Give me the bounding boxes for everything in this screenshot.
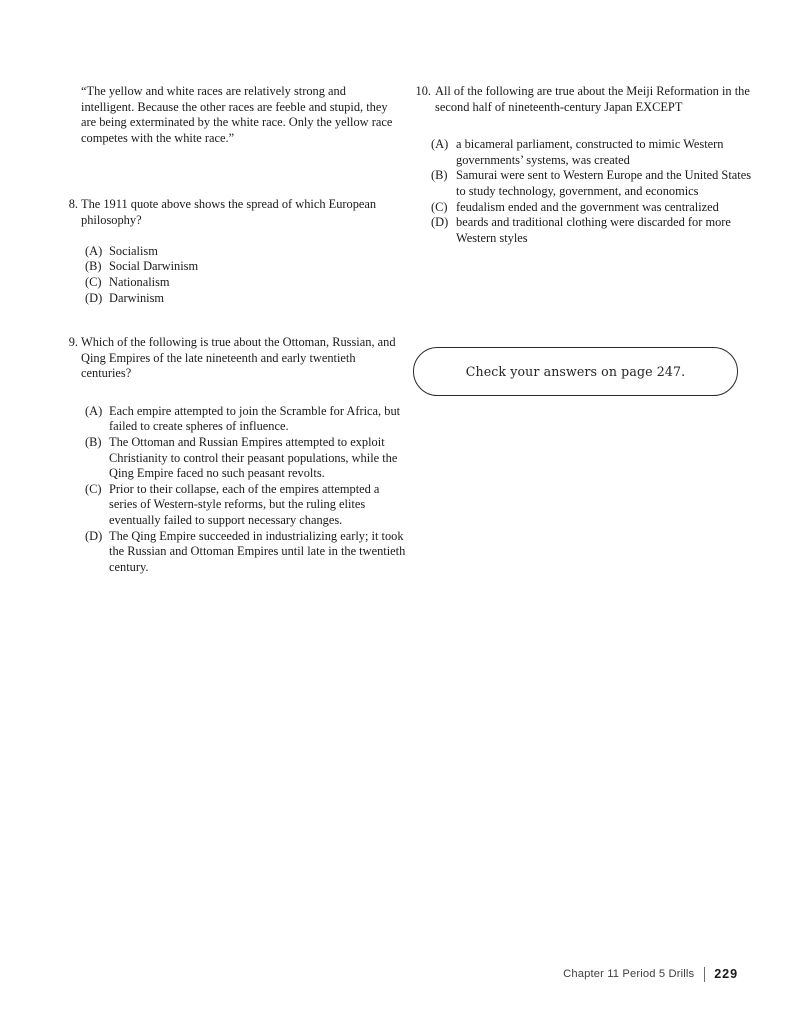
choice-letter: (B) (85, 434, 102, 449)
choice-option[interactable] (62, 291, 407, 307)
choice-option[interactable] (62, 244, 407, 260)
choice-text: a bicameral parliament, constructed to mimic Western governments’ systems, was created (456, 137, 724, 167)
question-10 (410, 84, 755, 246)
question-8-choices (62, 244, 407, 306)
question-8 (62, 197, 407, 306)
choice-option[interactable] (62, 259, 407, 275)
choice-text: Prior to their collapse, each of the empires attempted a series of Western-style reforms, but the ruling elites eventually failed to support necessary changes. (109, 481, 380, 527)
choice-text: feudalism ended and the government was centralized (456, 199, 719, 214)
choice-letter: (D) (85, 290, 103, 305)
choice-letter: (C) (85, 481, 102, 496)
choice-letter: (A) (85, 243, 103, 258)
question-9-stem-wrapper (62, 335, 407, 382)
choice-text: Samurai were sent to Western Europe and the United States to study technology, government, and economics (456, 168, 752, 198)
choice-option[interactable] (62, 529, 407, 576)
question-8-stem: The 1911 quote above shows the spread of which European philosophy? (81, 197, 377, 227)
choice-text: The Qing Empire succeeded in industrializing early; it took the Russian and Ottoman Empires until late in the twentieth century. (109, 528, 406, 574)
choice-letter: (C) (431, 199, 448, 214)
quotation-passage (62, 84, 407, 146)
choice-letter: (B) (431, 168, 448, 183)
question-10-stem-wrapper (410, 84, 755, 115)
check-answers-callout (413, 347, 738, 396)
choice-text: beards and traditional clothing were discarded for more Western styles (456, 215, 731, 245)
check-answers-text: Check your answers on page 247. (465, 364, 686, 379)
question-9-stem: Which of the following is true about the Ottoman, Russian, and Qing Empires of the late nineteenth and early twentieth centuries? (81, 335, 396, 381)
question-8-number: 8. (68, 197, 78, 211)
choice-option[interactable] (62, 404, 407, 435)
footer-page-number: 229 (714, 967, 738, 981)
choice-text: Darwinism (109, 290, 165, 305)
question-9-choices (62, 404, 407, 576)
choice-option[interactable] (410, 200, 755, 216)
choice-option[interactable] (62, 435, 407, 482)
page-footer (0, 963, 800, 985)
question-10-choices (410, 137, 755, 246)
question-9-number: 9. (68, 335, 78, 349)
footer-divider (704, 967, 705, 982)
passage-text: “The yellow and white races are relatively strong and intelligent. Because the other races are feeble and stupid, they are being exterminated by the white race. Only the yellow race competes with the white race.” (81, 84, 393, 145)
choice-option[interactable] (410, 215, 755, 246)
question-9 (62, 335, 407, 575)
choice-text: The Ottoman and Russian Empires attempted to exploit Christianity to control their peasant populations, while the Qing Empire faced no such peasant revolts. (109, 434, 398, 481)
footer-chapter-label: Chapter 11 Period 5 Drills (563, 968, 695, 980)
choice-letter: (D) (431, 215, 449, 230)
question-10-stem: All of the following are true about the Meiji Reformation in the second half of nineteenth-century Japan EXCEPT (435, 84, 750, 114)
question-10-number: 10. (415, 84, 431, 98)
choice-text: Each empire attempted to join the Scramble for Africa, but failed to create spheres of influence. (109, 403, 401, 434)
choice-text: Socialism (109, 243, 158, 258)
choice-text: Social Darwinism (109, 259, 199, 274)
choice-option[interactable] (410, 137, 755, 168)
choice-option[interactable] (410, 168, 755, 199)
choice-letter: (A) (431, 137, 449, 152)
choice-text: Nationalism (109, 274, 170, 289)
choice-letter: (B) (85, 259, 102, 274)
choice-letter: (A) (85, 403, 103, 418)
choice-option[interactable] (62, 482, 407, 529)
choice-letter: (C) (85, 274, 102, 289)
question-8-stem-wrapper (62, 197, 407, 228)
choice-letter: (D) (85, 528, 103, 543)
choice-option[interactable] (62, 275, 407, 291)
